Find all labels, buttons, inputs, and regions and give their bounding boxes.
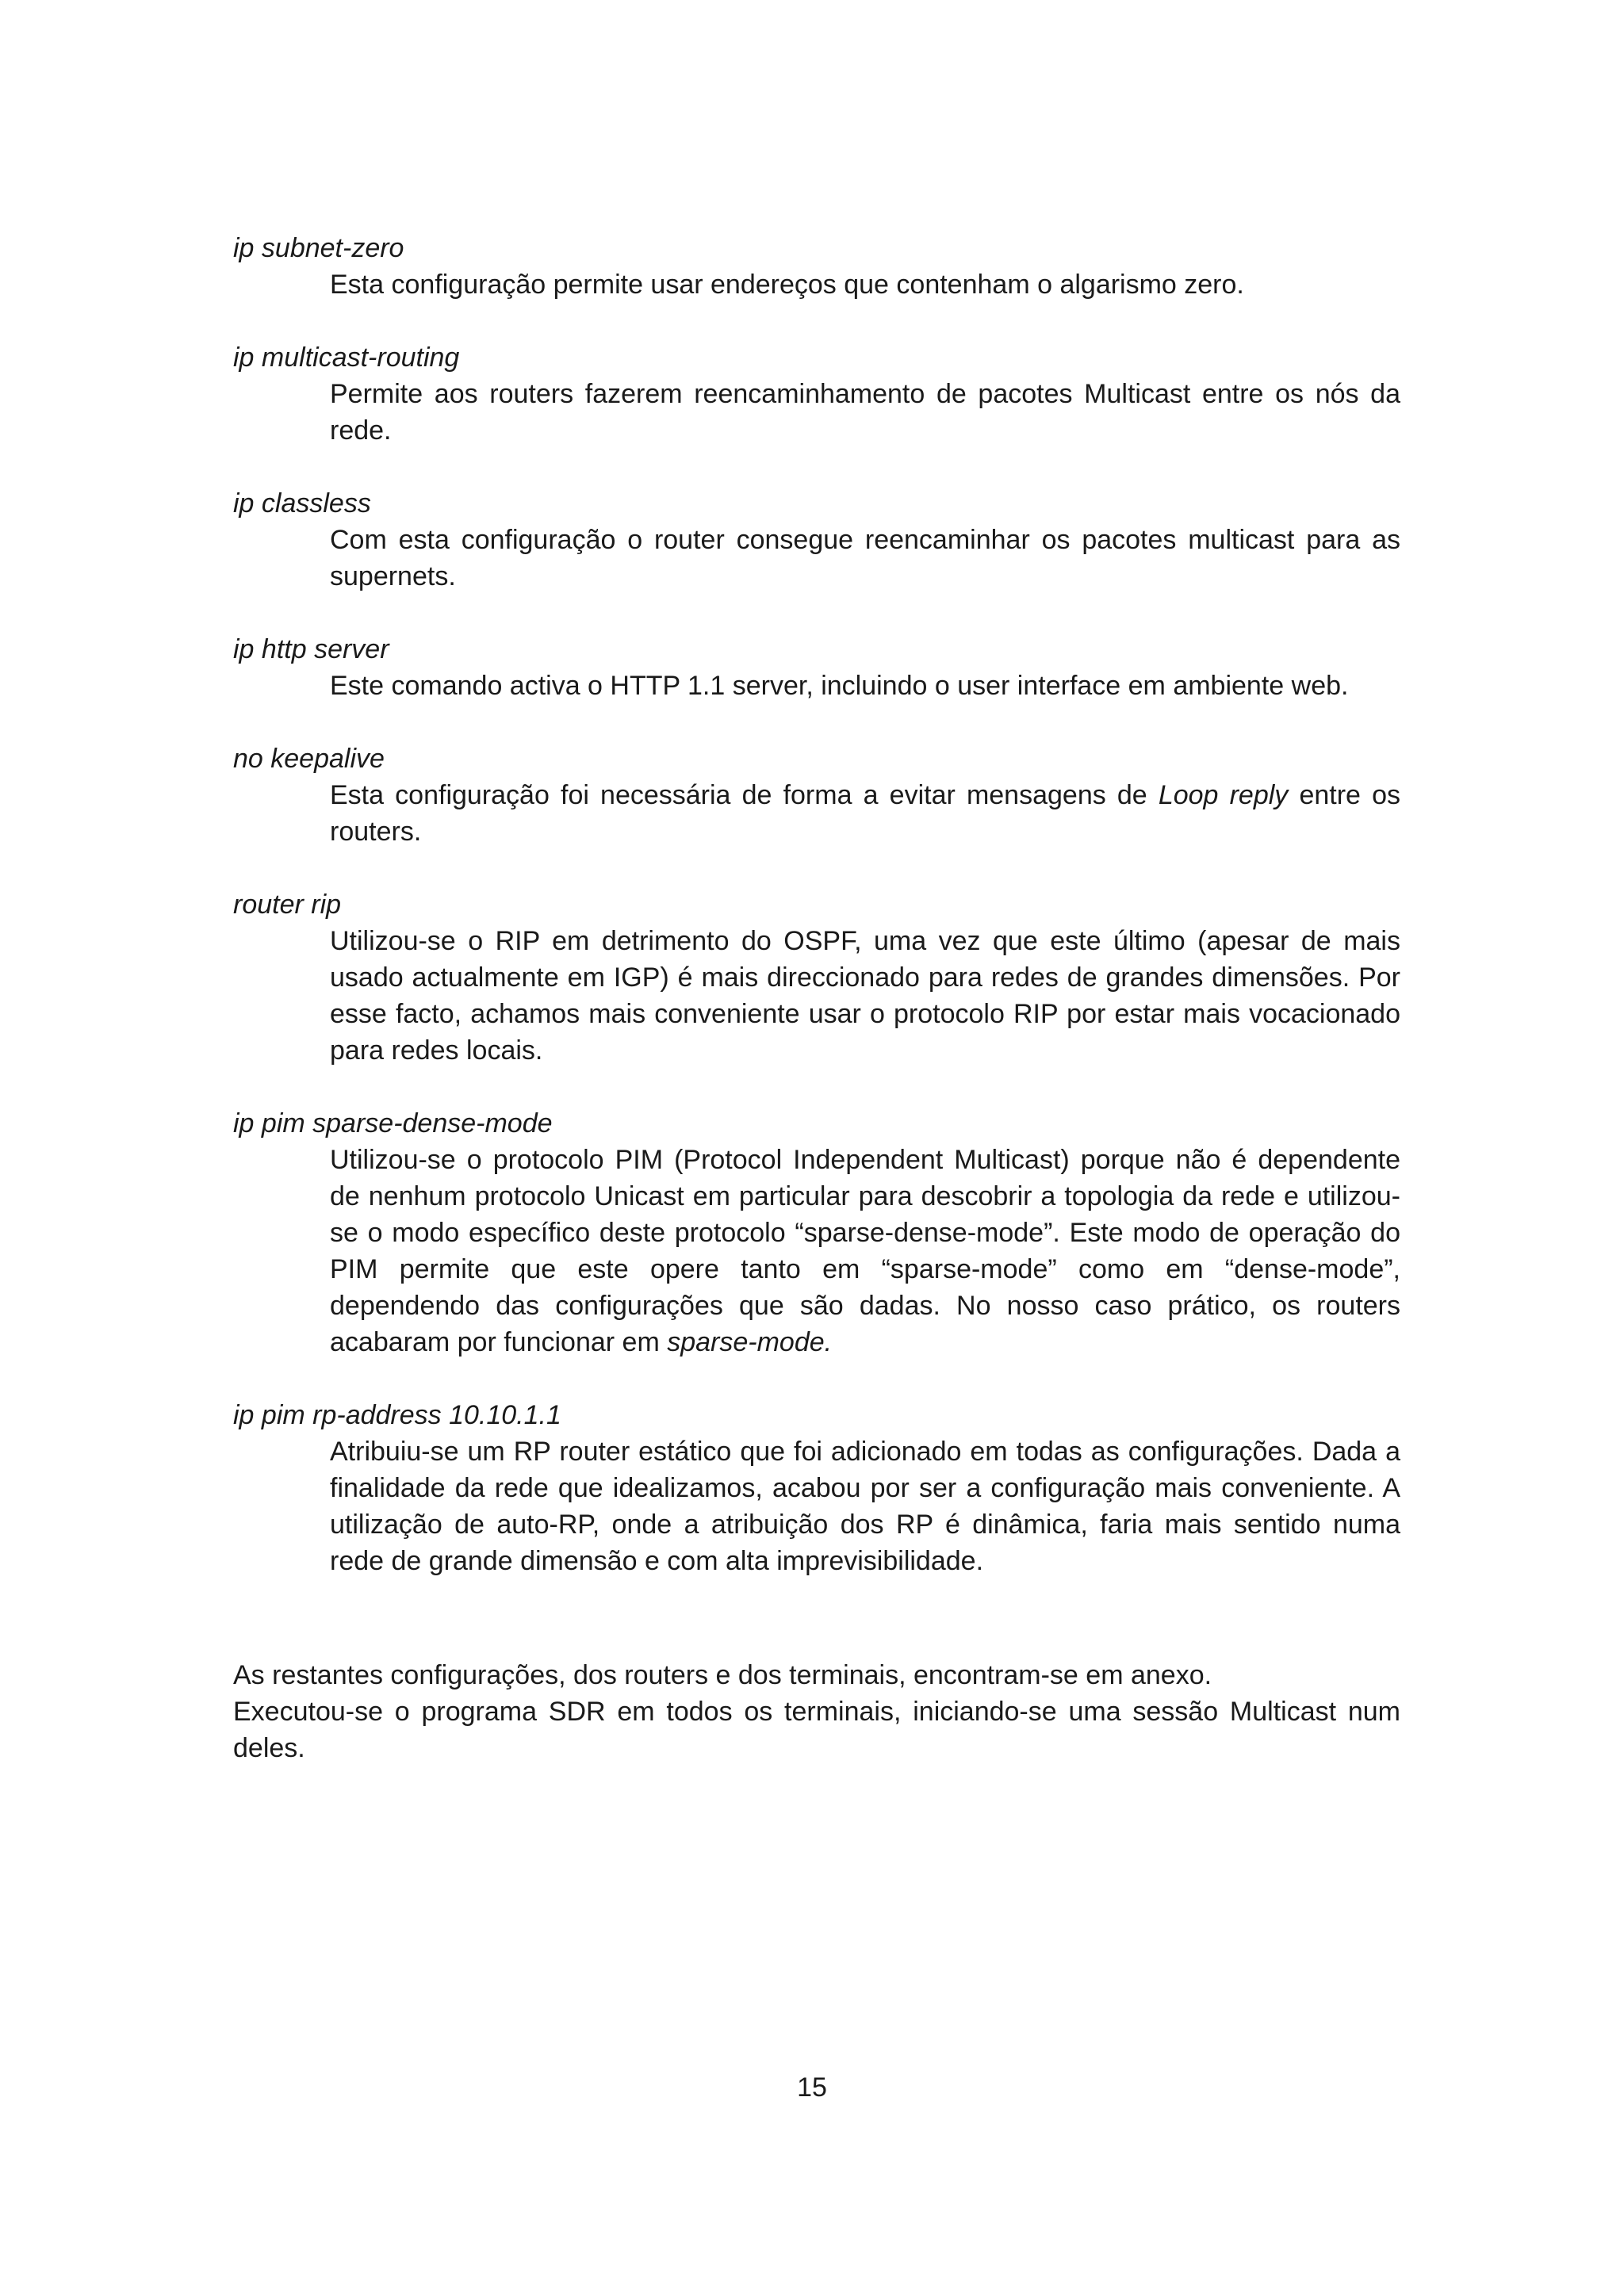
config-description: Esta configuração permite usar endereços que contenham o algarismo zero. (330, 270, 1244, 300)
config-entry-ip-http-server (233, 631, 1400, 704)
closing-paragraphs (233, 1657, 1400, 1766)
config-command: router rip (233, 890, 342, 920)
closing-line: As restantes configurações, dos routers e dos terminais, encontram-se em anexo. (233, 1660, 1212, 1690)
config-description (330, 1142, 1400, 1360)
config-description: Permite aos routers fazerem reencaminhamento de pacotes Multicast entre os nós da rede. (330, 379, 1400, 446)
config-description: Com esta configuração o router consegue reencaminhar os pacotes multicast para as supernets. (330, 525, 1400, 591)
config-entry-ip-classless (233, 485, 1400, 595)
config-entry-ip-subnet-zero (233, 230, 1400, 303)
config-command: ip subnet-zero (233, 233, 404, 263)
config-command: ip multicast-routing (233, 342, 460, 373)
config-description: Atribuiu-se um RP router estático que foi adicionado em todas as configurações. Dada a finalidade da rede que idealizamos, acabou por ser a configuração mais conveniente. A utilização de auto-RP, onde a atribuição dos RP é dinâmica, faria mais sentido numa rede de grande dimensão e com alta imprevisibilidade. (330, 1437, 1400, 1576)
page-number: 15 (797, 2072, 827, 2103)
config-command: ip classless (233, 488, 371, 519)
config-entry-no-keepalive (233, 740, 1400, 850)
config-description: Utilizou-se o RIP em detrimento do OSPF, uma vez que este último (apesar de mais usado actualmente em IGP) é mais direccionado para redes de grandes dimensões. Por esse facto, achamos mais conveniente usar o protocolo RIP por estar mais vocacionado para redes locais. (330, 926, 1400, 1066)
page-content (233, 230, 1400, 1766)
description-text: Utilizou-se o protocolo PIM (Protocol Independent Multicast) porque não é dependente de nenhum protocolo Unicast em particular para descobrir a topologia da rede e utilizou-se o modo específico deste protocolo “sparse-dense-mode”. Este modo de operação do PIM permite que este opere tanto em “sparse-mode” como em “dense-mode”, dependendo das configurações que são dadas. No nosso caso prático, os routers acabaram por funcionar em (330, 1145, 1400, 1357)
config-entry-ip-multicast-routing (233, 339, 1400, 449)
config-entry-ip-pim-sparse-dense-mode (233, 1105, 1400, 1360)
config-description: Este comando activa o HTTP 1.1 server, incluindo o user interface em ambiente web. (330, 671, 1349, 701)
closing-line: Executou-se o programa SDR em todos os terminais, iniciando-se uma sessão Multicast num deles. (233, 1697, 1400, 1763)
config-command: ip pim rp-address 10.10.1.1 (233, 1400, 561, 1430)
description-emphasis: Loop reply (1158, 780, 1289, 810)
config-command: ip pim sparse-dense-mode (233, 1108, 553, 1138)
description-text: Esta configuração foi necessária de forma a evitar mensagens de (330, 780, 1159, 810)
description-text: entre os routers. (330, 780, 1400, 847)
description-emphasis: sparse-mode. (667, 1327, 833, 1357)
config-description (330, 777, 1400, 850)
config-entry-router-rip (233, 886, 1400, 1069)
config-command: ip http server (233, 634, 389, 664)
config-command: no keepalive (233, 744, 385, 774)
config-entry-ip-pim-rp-address (233, 1397, 1400, 1579)
